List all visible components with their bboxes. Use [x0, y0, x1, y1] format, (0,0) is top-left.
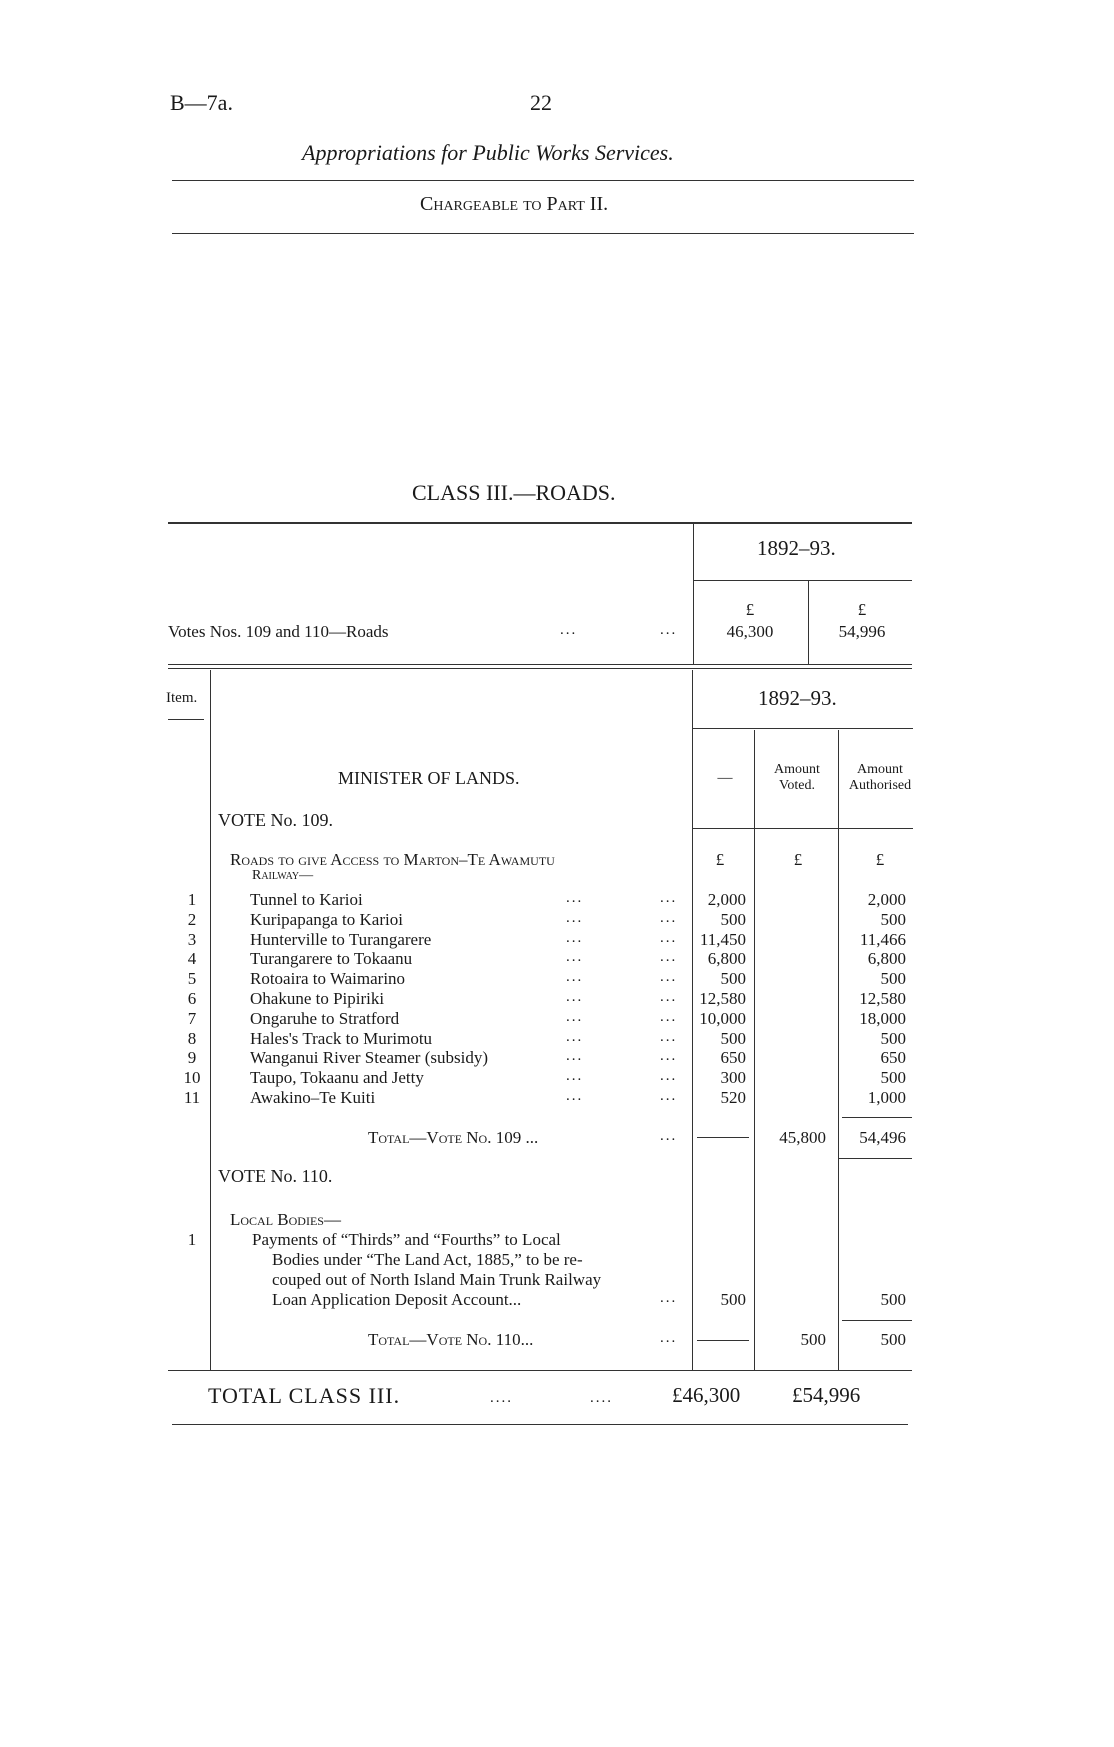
- leader-dots: ...: [660, 1009, 678, 1025]
- page-number: 22: [530, 90, 552, 115]
- amount-authorised-cell: 500: [880, 910, 906, 929]
- road-item-name: Hales's Track to Murimotu: [250, 1029, 433, 1048]
- amount-authorised-cell: 6,800: [867, 949, 906, 968]
- item-header: Item.: [166, 690, 198, 706]
- amount-cell: 11,450: [699, 930, 746, 949]
- vote-109-section-heading: Roads to give Access to Marton–Te Awamutu: [230, 850, 555, 869]
- road-item-name: Taupo, Tokaanu and Jetty: [250, 1068, 424, 1087]
- summary-amount-voted: 46,300: [726, 622, 774, 641]
- amount-cell: 300: [720, 1068, 746, 1087]
- item-number: 10: [183, 1068, 201, 1087]
- leader-dots: ...: [566, 1029, 584, 1045]
- vote-110-description: Loan Application Deposit Account...: [272, 1290, 522, 1309]
- item-number: 7: [187, 1009, 197, 1028]
- detail-year: 1892–93.: [758, 686, 837, 710]
- road-item-name: Hunterville to Turangarere: [250, 930, 432, 949]
- road-item-name: Awakino–Te Kuiti: [250, 1088, 376, 1107]
- amount-column-divider: [754, 730, 755, 1370]
- grand-total-label: TOTAL CLASS III.: [208, 1383, 401, 1408]
- leader-dots: ....: [590, 1390, 613, 1406]
- vote-110-total-voted: 500: [800, 1330, 826, 1349]
- leader-dots: ...: [660, 1068, 678, 1084]
- column-header-rule: [693, 828, 913, 829]
- summary-unit: £: [745, 600, 755, 619]
- vote-110-total-label: Total—Vote No. 110...: [368, 1330, 534, 1349]
- amount-cell: 2,000: [707, 890, 746, 909]
- subtotal-rule: [842, 1320, 912, 1321]
- amount-voted-header: Amount Voted.: [774, 762, 820, 793]
- summary-leader-dots: ...: [660, 622, 678, 638]
- amount-cell: 520: [720, 1088, 746, 1107]
- leader-dots: ...: [660, 1290, 678, 1306]
- summary-top-rule: [168, 522, 912, 524]
- item-number: 8: [187, 1029, 197, 1048]
- road-item-name: Ongaruhe to Stratford: [250, 1009, 400, 1028]
- leader-dots: ...: [660, 930, 678, 946]
- leader-dots: ....: [490, 1390, 513, 1406]
- page-title: Appropriations for Public Works Services.: [302, 140, 674, 165]
- road-item-name: Rotoaira to Waimarino: [250, 969, 406, 988]
- grand-total-voted: £46,300: [672, 1383, 741, 1407]
- amount-column-divider: [838, 730, 839, 1370]
- summary-year: 1892–93.: [757, 536, 836, 560]
- road-item-name: Turangarere to Tokaanu: [250, 949, 413, 968]
- item-number: 1: [187, 1230, 197, 1249]
- subtotal-rule: [842, 1117, 912, 1118]
- amount-authorised-cell: 500: [880, 969, 906, 988]
- leader-dots: ...: [660, 1128, 678, 1144]
- vote-110-amount: 500: [720, 1290, 746, 1309]
- amount-authorised-header: Amount Authorised: [848, 762, 912, 793]
- item-number: 9: [187, 1048, 197, 1067]
- item-number: 6: [187, 989, 197, 1008]
- amount-authorised-cell: 18,000: [859, 1009, 906, 1028]
- summary-year-rule: [694, 580, 912, 581]
- summary-bottom-rule: [168, 664, 912, 665]
- subtotal-rule: [838, 1158, 912, 1159]
- vote-110-title: VOTE No. 110.: [218, 1166, 333, 1186]
- vote-109-title: VOTE No. 109.: [218, 810, 333, 830]
- amount-authorised-cell: 500: [880, 1029, 906, 1048]
- table-bottom-rule: [168, 1370, 912, 1371]
- leader-dots: ...: [566, 949, 584, 965]
- summary-label: Votes Nos. 109 and 110—Roads: [168, 622, 389, 641]
- item-number: 5: [187, 969, 197, 988]
- road-item-name: Tunnel to Karioi: [250, 890, 363, 909]
- leader-dots: ...: [660, 910, 678, 926]
- leader-dots: ...: [566, 969, 584, 985]
- amount-cell: 500: [720, 1029, 746, 1048]
- amount-cell: 10,000: [699, 1009, 746, 1028]
- leader-dots: ...: [660, 1330, 678, 1346]
- summary-amount-authorised: 54,996: [838, 622, 886, 641]
- leader-dots: ...: [566, 910, 584, 926]
- pound-sign: £: [793, 850, 803, 869]
- summary-leader-dots: ...: [560, 622, 578, 638]
- vote-109-total-voted: 45,800: [779, 1128, 826, 1147]
- header-rule: [172, 180, 914, 181]
- leader-dots: ...: [566, 1068, 584, 1084]
- vote-110-section-heading: Local Bodies—: [230, 1210, 341, 1229]
- vote-110-total-authorised: 500: [880, 1330, 906, 1349]
- item-number: 4: [187, 949, 197, 968]
- leader-dots: ...: [660, 1048, 678, 1064]
- road-item-name: Kuripapanga to Karioi: [250, 910, 403, 929]
- road-item-name: Ohakune to Pipiriki: [250, 989, 385, 1008]
- amount-authorised-cell: 500: [880, 1068, 906, 1087]
- grand-total-authorised: £54,996: [792, 1383, 861, 1407]
- vote-110-description: Bodies under “The Land Act, 1885,” to be re-: [272, 1250, 583, 1269]
- leader-dots: ...: [660, 969, 678, 985]
- year-rule: [693, 728, 913, 729]
- item-number: 2: [187, 910, 197, 929]
- leader-dots: ...: [660, 1088, 678, 1104]
- leader-dots: ...: [660, 989, 678, 1005]
- amount-authorised-cell: 650: [880, 1048, 906, 1067]
- page-subtitle: Chargeable to Part II.: [420, 193, 609, 215]
- leader-dots: ...: [660, 949, 678, 965]
- vote-110-description: Payments of “Thirds” and “Fourths” to Local: [252, 1230, 561, 1249]
- vote-109-total-label: Total—Vote No. 109 ...: [368, 1128, 539, 1147]
- leader-dots: ...: [566, 1088, 584, 1104]
- subtitle-rule: [172, 233, 914, 234]
- item-number: 3: [187, 930, 197, 949]
- leader-dots: ...: [660, 890, 678, 906]
- vote-109-total-authorised: 54,496: [859, 1128, 906, 1147]
- vote-110-description: couped out of North Island Main Trunk Railway: [272, 1270, 602, 1289]
- subtotal-dash: [697, 1137, 749, 1138]
- leader-dots: ...: [660, 1029, 678, 1045]
- amount-authorised-cell: 11,466: [859, 930, 906, 949]
- amount-authorised-cell: 2,000: [867, 890, 906, 909]
- vote-109-section-heading-cont: Railway—: [252, 868, 314, 883]
- item-number: 11: [183, 1088, 201, 1107]
- column-dash-header: —: [717, 770, 733, 786]
- summary-bottom-rule: [168, 668, 912, 669]
- leader-dots: ...: [566, 1009, 584, 1025]
- road-item-name: Wanganui River Steamer (subsidy): [250, 1048, 488, 1067]
- subtotal-dash: [697, 1340, 749, 1341]
- summary-unit: £: [857, 600, 867, 619]
- summary-col-divider: [808, 581, 809, 665]
- item-header-rule: [168, 719, 204, 720]
- pound-sign: £: [715, 850, 725, 869]
- minister-heading: MINISTER OF LANDS.: [338, 768, 520, 788]
- amount-cell: 650: [720, 1048, 746, 1067]
- grand-total-rule: [172, 1424, 908, 1425]
- pound-sign: £: [875, 850, 885, 869]
- amount-cell: 500: [720, 910, 746, 929]
- leader-dots: ...: [566, 890, 584, 906]
- class-title: CLASS III.—ROADS.: [412, 480, 616, 505]
- vote-110-authorised: 500: [880, 1290, 906, 1309]
- amount-authorised-cell: 12,580: [859, 989, 906, 1008]
- leader-dots: ...: [566, 1048, 584, 1064]
- item-number: 1: [187, 890, 197, 909]
- summary-divider: [693, 523, 694, 665]
- leader-dots: ...: [566, 989, 584, 1005]
- amount-cell: 500: [720, 969, 746, 988]
- leader-dots: ...: [566, 930, 584, 946]
- document-reference: B—7a.: [170, 90, 233, 115]
- amount-cell: 6,800: [707, 949, 746, 968]
- amount-cell: 12,580: [699, 989, 746, 1008]
- amount-authorised-cell: 1,000: [867, 1088, 906, 1107]
